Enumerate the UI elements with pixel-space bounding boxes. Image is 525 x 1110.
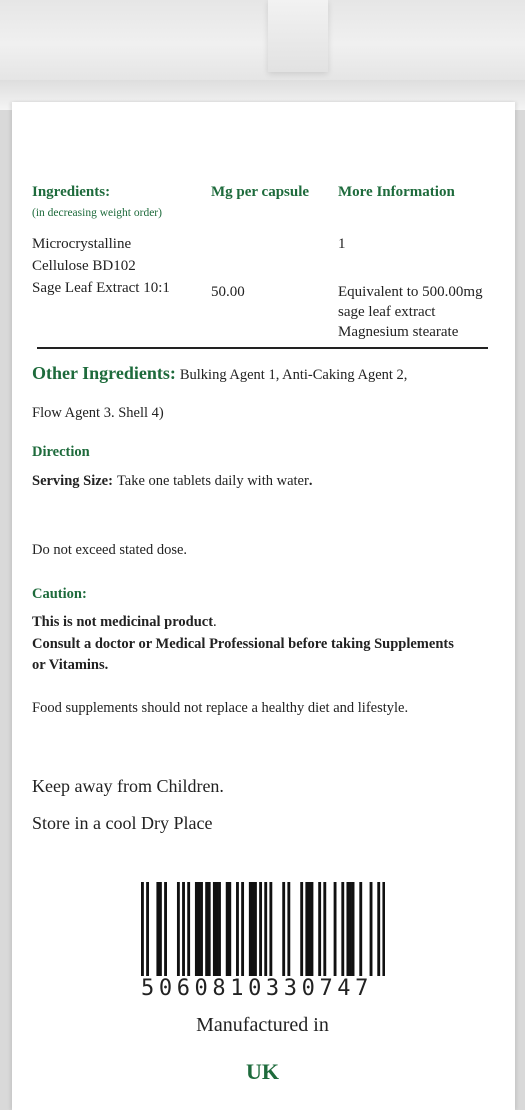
barcode-bar xyxy=(287,882,290,976)
manufactured-in-text: Manufactured in xyxy=(196,1014,329,1036)
barcode-bar xyxy=(305,882,308,976)
barcode-bar xyxy=(349,882,352,976)
barcode-bar xyxy=(164,882,167,976)
not-medicinal-text: This is not medicinal product xyxy=(32,614,214,630)
barcode-bars xyxy=(141,882,385,976)
ingredients-header: Ingredients: xyxy=(32,184,111,200)
consult-doctor-text-2: or Vitamins. xyxy=(32,657,109,673)
barcode-bar xyxy=(359,882,362,976)
barcode-bar xyxy=(213,882,216,976)
more-info-header: More Information xyxy=(338,184,455,200)
barcode-bar xyxy=(208,882,211,976)
barcode-bar xyxy=(200,882,203,976)
barcode-bar xyxy=(308,882,311,976)
barcode-bar xyxy=(146,882,149,976)
dose-warning: Do not exceed stated dose. xyxy=(32,542,188,558)
barcode-bar xyxy=(251,882,254,976)
barcode-bar xyxy=(346,882,349,976)
barcode-bar xyxy=(370,882,373,976)
barcode-bar xyxy=(249,882,252,976)
table-cell-ingredient: Sage Leaf Extract 10:1 xyxy=(32,280,170,296)
barcode-bar xyxy=(156,882,159,976)
caution-heading: Caution: xyxy=(32,586,87,602)
serving-size-label: Serving Size: xyxy=(32,473,113,489)
table-divider xyxy=(37,347,488,349)
food-supplements-text: Food supplements should not replace a healthy diet and lifestyle. xyxy=(32,700,409,716)
barcode-bar xyxy=(264,882,267,976)
barcode-bar xyxy=(228,882,231,976)
ingredients-subheader: (in decreasing weight order) xyxy=(32,207,162,219)
barcode-bar xyxy=(218,882,221,976)
mg-header: Mg per capsule xyxy=(211,184,310,200)
barcode-bar xyxy=(195,882,198,976)
table-cell-ingredient: Microcrystalline xyxy=(32,236,132,252)
table-cell-mg: 50.00 xyxy=(211,284,245,300)
barcode xyxy=(141,882,385,976)
barcode-bar xyxy=(182,882,185,976)
barcode-bar xyxy=(341,882,344,976)
consult-doctor-text: Consult a doctor or Medical Professional before taking Supplements xyxy=(32,636,454,652)
barcode-number: 5060810330747 xyxy=(141,976,373,1001)
barcode-bar xyxy=(300,882,303,976)
barcode-bar xyxy=(323,882,326,976)
table-cell-info: Equivalent to 500.00mg xyxy=(338,284,483,300)
barcode-bar xyxy=(236,882,239,976)
keep-away-text: Keep away from Children. xyxy=(32,776,224,796)
store-cool-text: Store in a cool Dry Place xyxy=(32,813,213,833)
barcode-bar xyxy=(205,882,208,976)
not-medicinal-period: . xyxy=(213,614,217,630)
barcode-bar xyxy=(318,882,321,976)
package-tab xyxy=(268,0,328,72)
barcode-bar xyxy=(259,882,262,976)
barcode-bar xyxy=(215,882,218,976)
table-cell-ingredient: Cellulose BD102 xyxy=(32,258,136,274)
barcode-bar xyxy=(226,882,229,976)
serving-size-period: . xyxy=(308,473,313,489)
barcode-bar xyxy=(269,882,272,976)
barcode-bar xyxy=(254,882,257,976)
barcode-bar xyxy=(311,882,314,976)
other-ingredients-text: Bulking Agent 1, Anti-Caking Agent 2, xyxy=(179,367,408,383)
caution-line-1 xyxy=(32,613,217,631)
barcode-bar xyxy=(382,882,385,976)
table-cell-info: 1 xyxy=(338,236,346,252)
barcode-bar xyxy=(334,882,337,976)
other-ingredients-text-2: Flow Agent 3. Shell 4) xyxy=(32,405,164,421)
barcode-bar xyxy=(159,882,162,976)
serving-size-text: Take one tablets daily with water xyxy=(116,473,309,489)
package-top xyxy=(0,0,525,110)
barcode-bar xyxy=(352,882,355,976)
barcode-bar xyxy=(187,882,190,976)
barcode-bar xyxy=(198,882,201,976)
barcode-bar xyxy=(377,882,380,976)
barcode-bar xyxy=(177,882,180,976)
country-text: UK xyxy=(246,1059,279,1084)
barcode-bar xyxy=(282,882,285,976)
other-ingredients-heading: Other Ingredients: xyxy=(32,363,176,383)
direction-heading: Direction xyxy=(32,444,90,460)
table-cell-info: Magnesium stearate xyxy=(338,324,459,340)
serving-size xyxy=(32,472,312,490)
table-cell-info: sage leaf extract xyxy=(338,304,436,320)
barcode-bar xyxy=(241,882,244,976)
barcode-bar xyxy=(141,882,144,976)
other-ingredients xyxy=(32,363,407,384)
